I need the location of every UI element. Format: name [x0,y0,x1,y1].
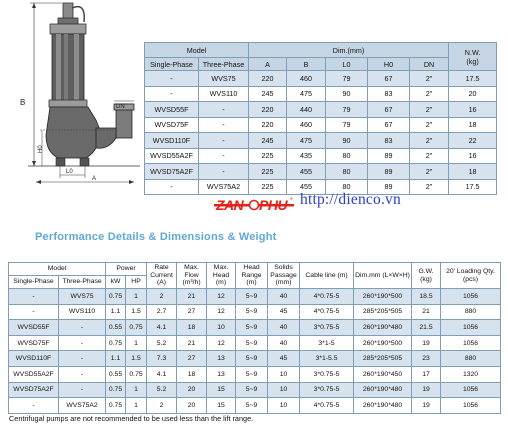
table-cell: 0.75 [106,335,126,351]
table-cell: WVS75A2 [199,179,249,195]
table-cell: 2" [410,117,449,133]
table-cell: 3*0.75-5 [300,382,354,398]
perf-single-phase-header: Single-Phase [9,276,59,289]
table-cell: 1056 [441,335,501,351]
table-row [145,133,497,149]
max-head-header: Max. Head (m) [207,263,236,289]
table-cell: 13 [207,366,236,382]
table-cell: 17.5 [449,179,497,195]
table-row [9,335,501,351]
table-cell: - [145,71,199,87]
table-cell: 3*1-5 [300,335,354,351]
table-cell: 1.5 [126,304,147,320]
table-cell: 0.75 [106,289,126,305]
table-cell: 45 [268,351,300,367]
table-cell: 0.55 [106,366,126,382]
table-cell: 21 [412,304,441,320]
table-row [145,164,497,180]
table-cell: 260*190*500 [354,335,412,351]
table-cell: 23 [412,351,441,367]
dim-subheader: L0 [326,58,368,71]
table-cell: 27 [177,304,207,320]
performance-table [8,262,501,414]
table-cell: 3*0.75-5 [300,366,354,382]
table-cell: 4*0.75-5 [300,304,354,320]
table-cell: 13 [207,351,236,367]
table-cell: WVSD55F [9,320,59,336]
table-cell: - [145,86,199,102]
table-cell: 15 [207,398,236,414]
table-cell: WVS110 [199,86,249,102]
table-cell: - [199,133,249,149]
table-cell: - [59,335,106,351]
dim-subheader: DN [410,58,449,71]
table-cell: 18 [177,320,207,336]
table-cell: 4*0.75-5 [300,289,354,305]
table-cell: 40 [268,289,300,305]
table-row [9,366,501,382]
pump-volute [46,107,100,158]
table-cell: 80 [326,148,368,164]
table-cell: 1 [126,289,147,305]
table-cell: - [199,102,249,118]
table-cell: 16 [449,148,497,164]
table-cell: 260*190*480 [354,320,412,336]
cable-line-header: Cable line (m) [300,263,354,289]
table-cell: 1.1 [106,351,126,367]
table-cell: 10 [207,320,236,336]
table-cell: 7.3 [147,351,177,367]
dim-lwh-header: Dim.mm (L×W×H) [354,263,412,289]
table-cell: WVS110 [59,304,106,320]
table-cell: 4*0.75-5 [300,398,354,414]
label-a: A [92,176,97,182]
table-cell: 20 [177,398,207,414]
table-cell: WVSD75A2F [9,382,59,398]
table-cell: 12 [207,304,236,320]
svg-text:ZAN: ZAN [216,197,244,213]
table-cell: 89 [368,148,410,164]
table-row [145,102,497,118]
table-row [9,289,501,305]
table-row [145,71,497,87]
table-cell: - [9,304,59,320]
solids-passage-header: Solids Passage (mm) [268,263,300,289]
table-cell: 2" [410,164,449,180]
table-cell: 5~9 [236,366,268,382]
table-cell: 225 [249,164,287,180]
table-cell: 1320 [441,366,501,382]
table-cell: 19 [412,382,441,398]
performance-table-body [9,289,501,414]
table-cell: 260*190*450 [354,366,412,382]
table-cell: - [9,398,59,414]
table-cell: WVSD75A2F [145,164,199,180]
table-cell: 20 [449,86,497,102]
table-cell: 2" [410,133,449,149]
table-cell: 4.1 [147,320,177,336]
nw-header: N.W. (kg) [449,43,497,71]
table-cell: 83 [368,86,410,102]
table-cell: 455 [287,179,326,195]
table-cell: - [59,366,106,382]
table-row [145,86,497,102]
table-cell: 5.2 [147,382,177,398]
table-cell: 475 [287,133,326,149]
website-url[interactable]: http://dienco.vn [300,191,401,208]
table-cell: 67 [368,71,410,87]
table-cell: 83 [368,133,410,149]
table-cell: 5~9 [236,398,268,414]
table-cell: 89 [368,179,410,195]
table-cell: 455 [287,164,326,180]
table-cell: 1056 [441,320,501,336]
table-cell: WVS75A2 [59,398,106,414]
table-cell: 19 [412,335,441,351]
table-cell: 2" [410,71,449,87]
table-cell: 245 [249,86,287,102]
table-cell: 2.7 [147,304,177,320]
dim-subheader: Three-Phase [199,58,249,71]
table-cell: - [199,117,249,133]
kw-header: kW [106,276,126,289]
table-cell: 40 [268,335,300,351]
head-range-header: Head Range (m) [236,263,268,289]
table-cell: - [59,382,106,398]
table-cell: 17 [412,366,441,382]
svg-text:®: ® [290,196,293,201]
dimension-table [144,42,497,195]
table-cell: 17.5 [449,71,497,87]
perf-power-header: Power [106,263,147,276]
table-cell: 20 [177,382,207,398]
gw-header: G.W. (kg) [412,263,441,289]
table-cell: 2" [410,102,449,118]
table-row [9,382,501,398]
table-cell: 5~9 [236,320,268,336]
table-cell: 5~9 [236,351,268,367]
pump-drawing [0,0,145,190]
table-cell: 260*190*500 [354,289,412,305]
table-cell: 2" [410,148,449,164]
table-cell: WVSD75F [145,117,199,133]
table-cell: 435 [287,148,326,164]
table-cell: WVS75 [59,289,106,305]
table-cell: 1056 [441,382,501,398]
table-cell: 21 [177,289,207,305]
table-cell: 245 [249,133,287,149]
table-cell: 2 [147,398,177,414]
table-cell: 225 [249,148,287,164]
table-cell: 220 [249,117,287,133]
table-cell: WVSD110F [145,133,199,149]
table-cell: 5~9 [236,304,268,320]
table-cell: 5~9 [236,289,268,305]
table-cell: 2" [410,179,449,195]
table-cell: 79 [326,71,368,87]
table-cell: 0.75 [126,366,147,382]
table-cell: - [9,289,59,305]
table-row [9,320,501,336]
table-cell: 1 [126,335,147,351]
table-cell: 220 [249,71,287,87]
dim-subheader: A [249,58,287,71]
table-cell: 5~9 [236,382,268,398]
table-cell: - [199,148,249,164]
table-cell: 67 [368,102,410,118]
table-cell: 260*190*480 [354,398,412,414]
table-cell: 67 [368,117,410,133]
table-cell: 1056 [441,398,501,414]
table-cell: 880 [441,351,501,367]
table-cell: WVSD55F [145,102,199,118]
table-cell: 285*205*505 [354,351,412,367]
table-cell: 1 [126,382,147,398]
table-cell: 90 [326,86,368,102]
table-row [9,351,501,367]
label-b: B [20,98,26,107]
table-row [145,148,497,164]
table-cell: 10 [268,398,300,414]
table-cell: - [199,164,249,180]
dim-subheader: B [287,58,326,71]
table-cell: - [145,179,199,195]
table-cell: 79 [326,117,368,133]
table-cell: 89 [368,164,410,180]
table-row [9,398,501,414]
table-row [9,304,501,320]
table-cell: 880 [441,304,501,320]
dim-subheader: Single-Phase [145,58,199,71]
table-cell: 21.5 [412,320,441,336]
perf-model-header: Model [9,263,106,276]
table-cell: 80 [326,164,368,180]
table-cell: 2" [410,86,449,102]
dimension-table-body [145,71,497,195]
table-cell: 0.55 [106,320,126,336]
table-cell: 285*205*505 [354,304,412,320]
table-row [145,117,497,133]
table-cell: 27 [177,351,207,367]
table-cell: 40 [268,320,300,336]
table-cell: 0.75 [126,320,147,336]
table-cell: 19 [412,398,441,414]
svg-text:PHU: PHU [259,197,288,213]
table-cell: WVSD55A2F [145,148,199,164]
table-cell: 45 [268,304,300,320]
table-cell: 460 [287,117,326,133]
table-cell: 260*190*480 [354,382,412,398]
table-cell: 0.75 [106,382,126,398]
label-l0: L0 [66,169,73,175]
table-cell: 475 [287,86,326,102]
label-h0: H0 [38,145,44,153]
table-cell: 1.1 [106,304,126,320]
table-cell: 22 [449,133,497,149]
table-cell: 90 [326,133,368,149]
table-cell: 21 [177,335,207,351]
table-cell: 18 [177,366,207,382]
table-cell: 3*0.75-5 [300,320,354,336]
table-cell: 4.1 [147,366,177,382]
table-cell: 460 [287,71,326,87]
table-cell: 79 [326,102,368,118]
table-cell: 1 [126,398,147,414]
label-dn: DN [116,104,125,110]
model-header: Model [145,43,249,58]
loading-qty-header: 20' Loading Qty. (pcs) [441,263,501,289]
table-cell: 0.75 [106,398,126,414]
dim-subheader: H0 [368,58,410,71]
table-cell: 18 [449,117,497,133]
table-cell: 2 [147,289,177,305]
table-cell: - [59,320,106,336]
table-cell: 15 [207,382,236,398]
table-cell: WVS75 [199,71,249,87]
table-cell: WVSD110F [9,351,59,367]
dim-header: Dim.(mm) [249,43,449,58]
table-cell: 10 [268,382,300,398]
table-cell: 18.5 [412,289,441,305]
table-cell: 440 [287,102,326,118]
perf-three-phase-header: Three-Phase [59,276,106,289]
rate-current-header: Rate Current (A) [147,263,177,289]
table-cell: - [59,351,106,367]
table-cell: 12 [207,335,236,351]
table-cell: 3*1-5.5 [300,351,354,367]
performance-title: Performance Details & Dimensions & Weight [35,231,277,243]
hp-header: HP [126,276,147,289]
table-cell: 5.2 [147,335,177,351]
table-cell: WVSD55A2F [9,366,59,382]
table-cell: 1.5 [126,351,147,367]
table-cell: 220 [249,102,287,118]
table-cell: 80 [326,179,368,195]
table-cell: 1056 [441,289,501,305]
table-cell: 225 [249,179,287,195]
footnote: Centrifugal pumps are not recommended to be used less than the lift range. [9,414,254,423]
table-cell: 12 [207,289,236,305]
max-flow-header: Max. Flow (m³/h) [177,263,207,289]
table-cell: 16 [449,102,497,118]
table-cell: 5~9 [236,335,268,351]
table-cell: 18 [449,164,497,180]
table-cell: 10 [268,366,300,382]
table-cell: WVSD75F [9,335,59,351]
zanphu-logo [214,195,294,215]
